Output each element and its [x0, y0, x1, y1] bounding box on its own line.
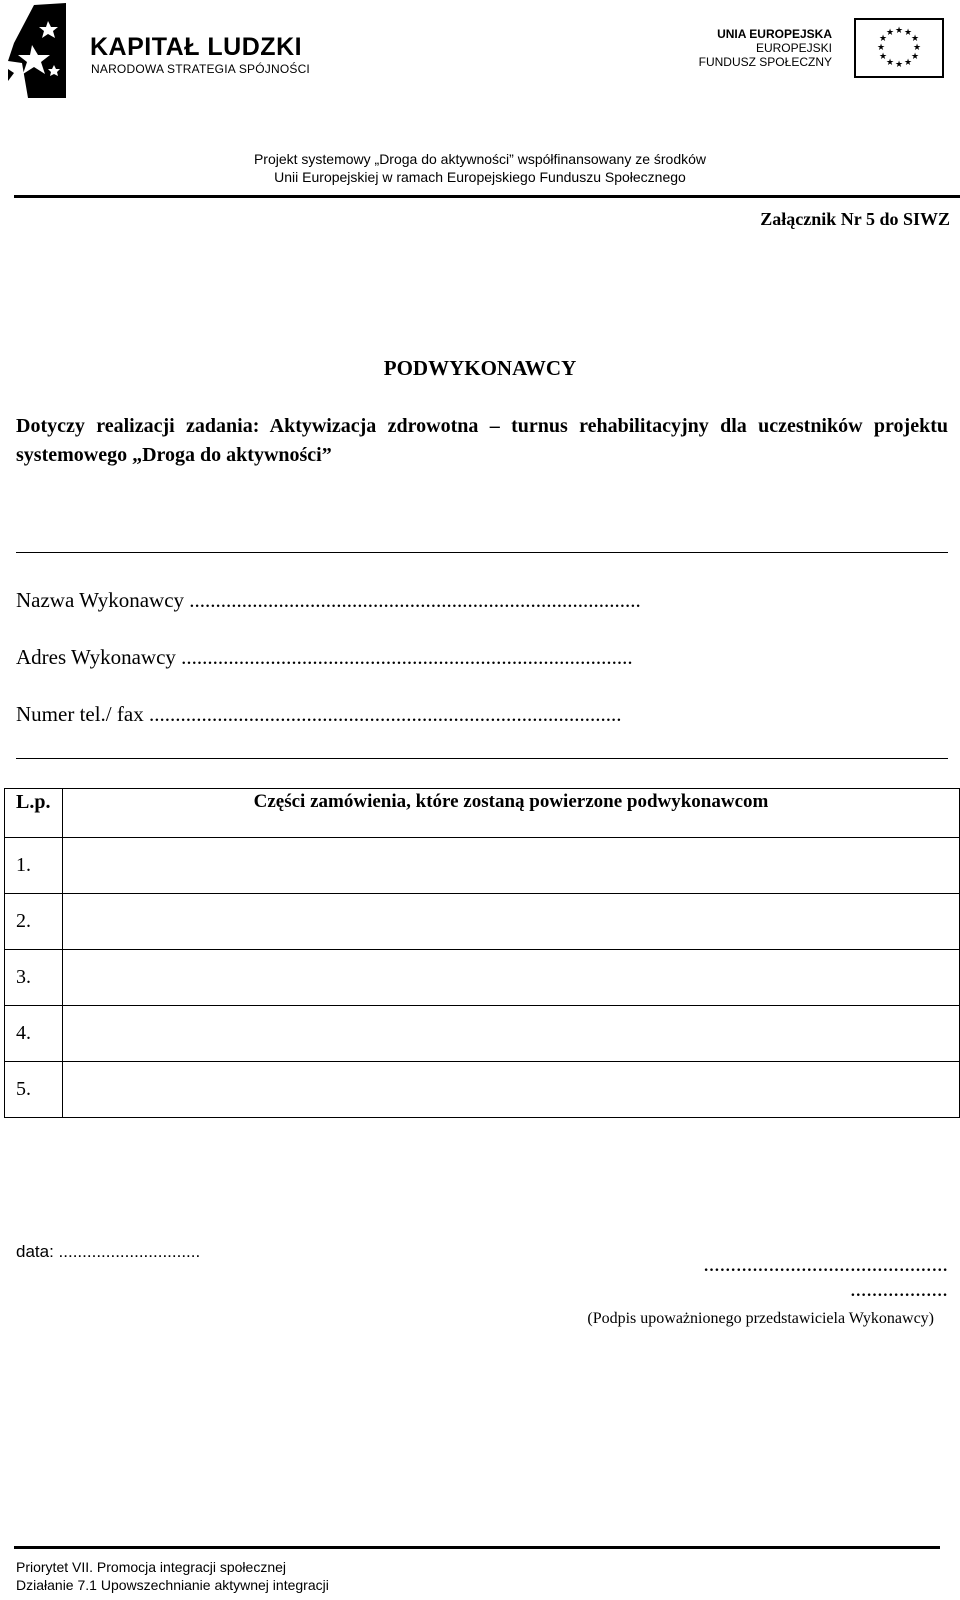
- table-row: [5, 1062, 960, 1118]
- row-description-cell: [63, 894, 960, 950]
- subcontract-parts-table: [4, 788, 960, 1118]
- svg-text:★: ★: [894, 60, 904, 70]
- svg-text:★: ★: [903, 28, 913, 38]
- contractor-phone-field: Numer tel./ fax ..........................................................................................: [16, 702, 622, 726]
- row-number: 5.: [5, 1062, 63, 1118]
- svg-text:★: ★: [910, 34, 920, 44]
- kapital-ludzki-emblem-icon: [4, 3, 68, 98]
- task-description: Dotyczy realizacji zadania: Aktywizacja zdrowotna – turnus rehabilitacyjny dla uczestników projektu systemowego „Droga do aktywności”: [16, 415, 948, 466]
- eu-stars-icon: [856, 20, 942, 76]
- row-description-cell: [63, 838, 960, 894]
- contractor-name-field: Nazwa Wykonawcy ......................................................................................: [16, 588, 641, 612]
- svg-text:★: ★: [876, 43, 886, 53]
- col-lp-header: L.p.: [5, 789, 63, 838]
- project-line-1: Projekt systemowy „Droga do aktywności” współfinansowany ze środków: [253, 151, 707, 167]
- document-title: PODWYKONAWCY: [383, 356, 577, 380]
- table-row: [5, 1006, 960, 1062]
- footer-line-2: Działanie 7.1 Upowszechnianie aktywnej integracji: [16, 1577, 329, 1593]
- row-number: 4.: [5, 1006, 63, 1062]
- svg-text:★: ★: [885, 58, 895, 68]
- svg-text:★: ★: [912, 43, 922, 53]
- table-header-row: [5, 789, 960, 838]
- row-number: 3.: [5, 950, 63, 1006]
- row-description-cell: [63, 1062, 960, 1118]
- signature-dots-line1: ………………………………………: [703, 1258, 948, 1275]
- svg-text:★: ★: [910, 52, 920, 62]
- svg-text:★: ★: [885, 28, 895, 38]
- footer: [16, 1558, 329, 1594]
- row-description-cell: [63, 1006, 960, 1062]
- row-number: 1.: [5, 838, 63, 894]
- footer-divider: [14, 1546, 940, 1549]
- project-info: [0, 150, 960, 186]
- logo-subtitle: NARODOWA STRATEGIA SPÓJNOŚCI: [91, 62, 310, 76]
- logo-title: KAPITAŁ LUDZKI: [90, 33, 303, 61]
- date-field: data: ..............................: [16, 1242, 201, 1261]
- signature-caption: (Podpis upoważnionego przedstawiciela Wykonawcy): [587, 1310, 934, 1327]
- table-row: [5, 950, 960, 1006]
- svg-text:★: ★: [894, 26, 904, 36]
- eu-logo-text: [699, 27, 832, 69]
- signature-dots-line2: ………………: [850, 1283, 948, 1300]
- row-number: 2.: [5, 894, 63, 950]
- col-parts-header: Części zamówienia, które zostaną powierzone podwykonawcom: [63, 789, 960, 838]
- svg-text:★: ★: [878, 52, 888, 62]
- footer-line-1: Priorytet VII. Promocja integracji społecznej: [16, 1559, 286, 1575]
- header-divider: [14, 195, 960, 198]
- table-row: [5, 838, 960, 894]
- contractor-address-field: Adres Wykonawcy ......................................................................................: [16, 645, 633, 669]
- project-line-2: Unii Europejskiej w ramach Europejskiego Funduszu Społecznego: [274, 169, 686, 185]
- fields-divider-bottom: [16, 758, 948, 759]
- attachment-label: Załącznik Nr 5 do SIWZ: [760, 209, 950, 229]
- fields-divider-top: [16, 552, 948, 553]
- eu-logo-line2: EUROPEJSKI: [755, 41, 832, 55]
- table-row: [5, 894, 960, 950]
- eu-logo-line3: FUNDUSZ SPOŁECZNY: [698, 55, 832, 69]
- svg-text:★: ★: [903, 58, 913, 68]
- svg-text:★: ★: [878, 34, 888, 44]
- row-description-cell: [63, 950, 960, 1006]
- eu-flag-icon: [854, 18, 944, 78]
- eu-logo-line1: UNIA EUROPEJSKA: [717, 27, 832, 41]
